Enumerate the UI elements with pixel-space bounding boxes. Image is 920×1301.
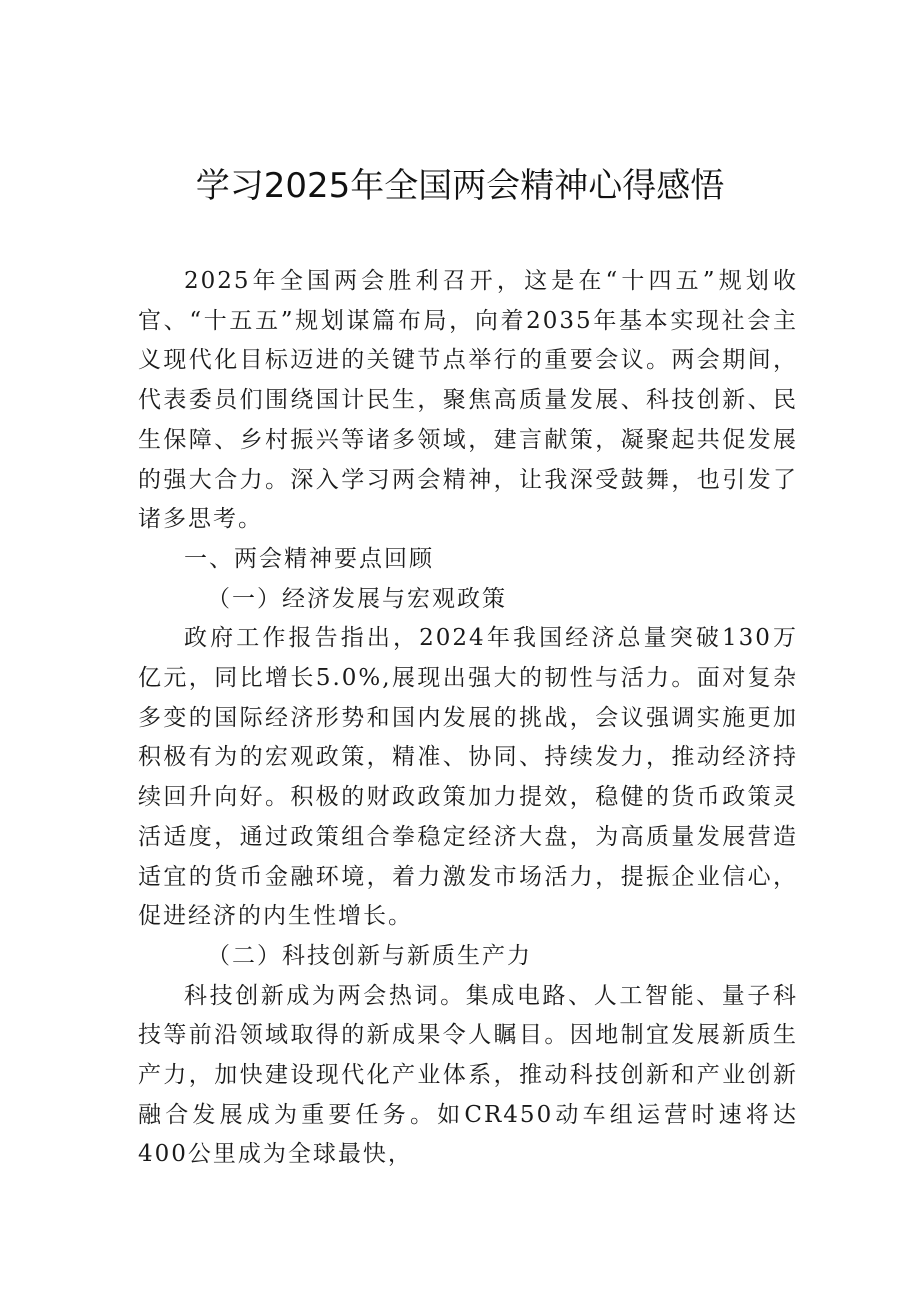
document-title: 学习2025年全国两会精神心得感悟: [195, 166, 725, 206]
section-heading-1: 一、两会精神要点回顾: [184, 545, 434, 572]
intro-paragraph: 2025年全国两会胜利召开，这是在“十四五”规划收官、“十五五”规划谋篇布局，向着2035年基本实现社会主义现代化目标迈进的关键节点举行的重要会议。两会期间，代表委员们围绕国计民生，聚焦高质量发展、科技创新、民生保障、乡村振兴等诸多领域，建言献策，凝聚起共促发展的强大合力。深入学习两会精神，让我深受鼓舞，也引发了诸多思考。: [138, 268, 798, 533]
economy-paragraph: 政府工作报告指出，2024年我国经济总量突破130万亿元，同比增长5.0%,展现出强大的韧性与活力。面对复杂多变的国际经济形势和国内发展的挑战，会议强调实施更加积极有为的宏观政策，精准、协同、持续发力，推动经济持续回升向好。积极的财政政策加力提效，稳健的货币政策灵活适度，通过政策组合拳稳定经济大盘，为高质量发展营造适宜的货币金融环境，着力激发市场活力，提振企业信心，促进经济的内生性增长。: [138, 625, 798, 930]
subsection-heading-2: （二）科技创新与新质生产力: [207, 942, 532, 969]
subsection-heading-1: （一）经济发展与宏观政策: [207, 585, 507, 612]
document-body: [138, 262, 798, 1175]
tech-paragraph: 科技创新成为两会热词。集成电路、人工智能、量子科技等前沿领域取得的新成果令人瞩目。因地制宜发展新质生产力，加快建设现代化产业体系，推动科技创新和产业创新融合发展成为重要任务。如CR450动车组运营时速将达400公里成为全球最快，: [138, 982, 798, 1168]
